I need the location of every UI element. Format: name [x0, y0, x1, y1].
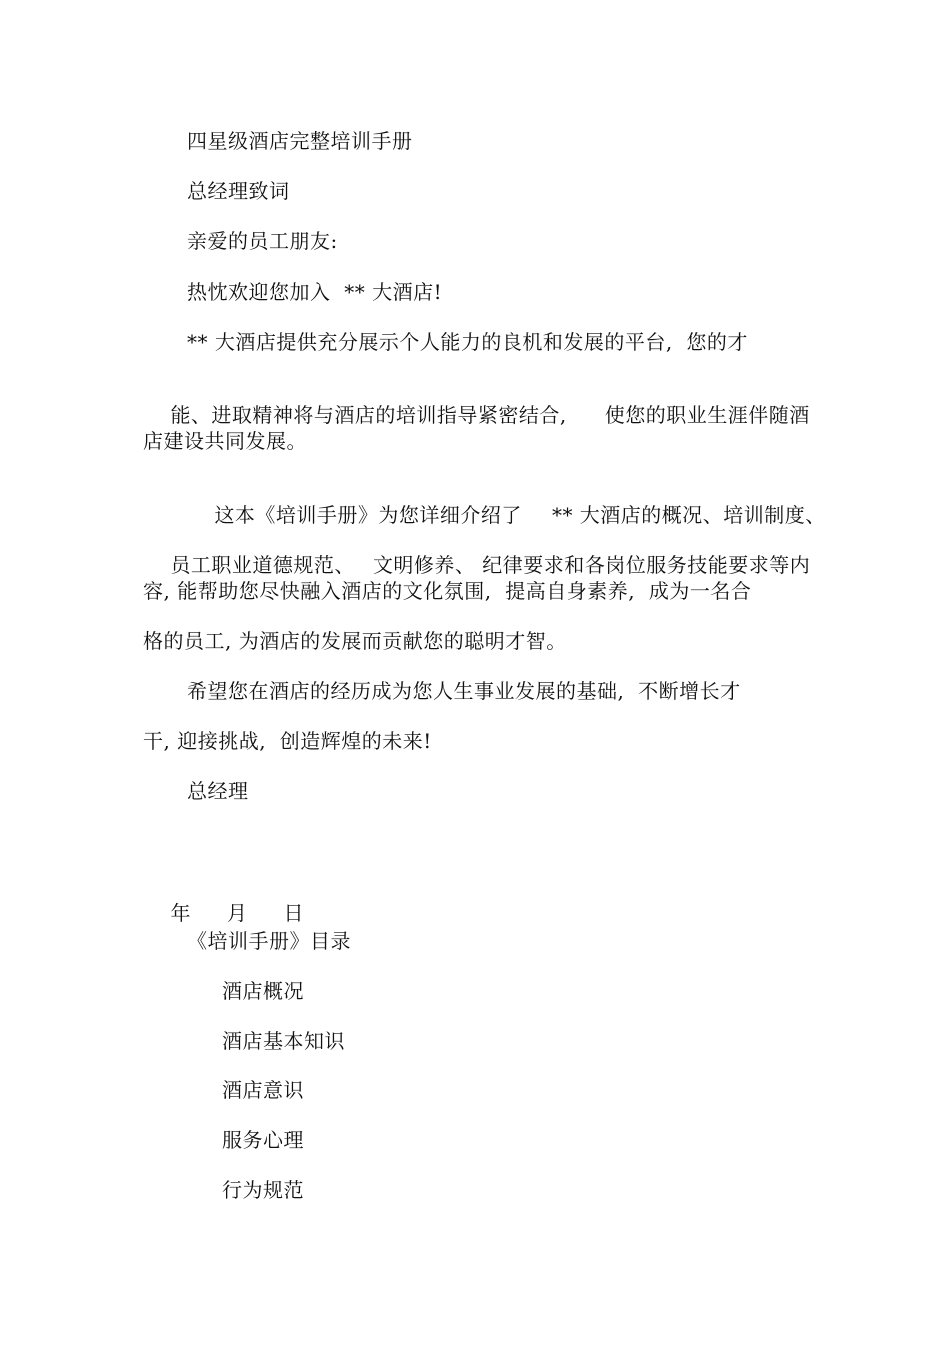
para2-line1-part1: 这本《培训手册》为您详细介绍了 — [214, 503, 522, 527]
para3-line1: 希望您在酒店的经历成为您人生事业发展的基础, 不断增长才 — [187, 679, 741, 703]
salutation: 亲爱的员工朋友: — [187, 229, 338, 253]
para2-line2-part2: 文明修养、 纪律要求和各岗位服务技能要求等内 — [372, 553, 811, 577]
toc-item: 服务心理 — [222, 1128, 304, 1152]
welcome-line: 热忱欢迎您加入 ** 大酒店! — [187, 280, 443, 304]
para2-line3: 容, 能帮助您尽快融入酒店的文化氛围, 提高自身素养, 成为一名合 — [143, 579, 752, 603]
document-title: 四星级酒店完整培训手册 — [187, 129, 413, 153]
date-year: 年 — [170, 901, 191, 925]
speech-heading: 总经理致词 — [187, 179, 290, 203]
signature: 总经理 — [187, 779, 249, 803]
para2-line1-part2: ** 大酒店的概况、培训制度、 — [551, 503, 826, 527]
date-month: 月 — [226, 901, 248, 925]
toc-item: 酒店意识 — [222, 1078, 304, 1102]
para1-line2-part2: 使您的职业生涯伴随酒 — [604, 403, 810, 427]
para1-line1: ** 大酒店提供充分展示个人能力的良机和发展的平台, 您的才 — [187, 330, 748, 354]
para2-line4: 格的员工, 为酒店的发展而贡献您的聪明才智。 — [143, 629, 567, 653]
toc-item: 酒店概况 — [222, 979, 304, 1003]
para1-line3: 店建设共同发展。 — [143, 429, 307, 453]
para2-line2-part1: 员工职业道德规范、 — [170, 553, 355, 577]
toc-item: 酒店基本知识 — [222, 1029, 345, 1053]
para3-line2: 干, 迎接挑战, 创造辉煌的未来! — [143, 729, 432, 753]
date-day: 日 — [283, 901, 304, 925]
toc-item: 行为规范 — [222, 1178, 304, 1202]
toc-title: 《培训手册》目录 — [187, 929, 351, 953]
para1-line2-part1: 能、进取精神将与酒店的培训指导紧密结合, — [170, 403, 567, 427]
